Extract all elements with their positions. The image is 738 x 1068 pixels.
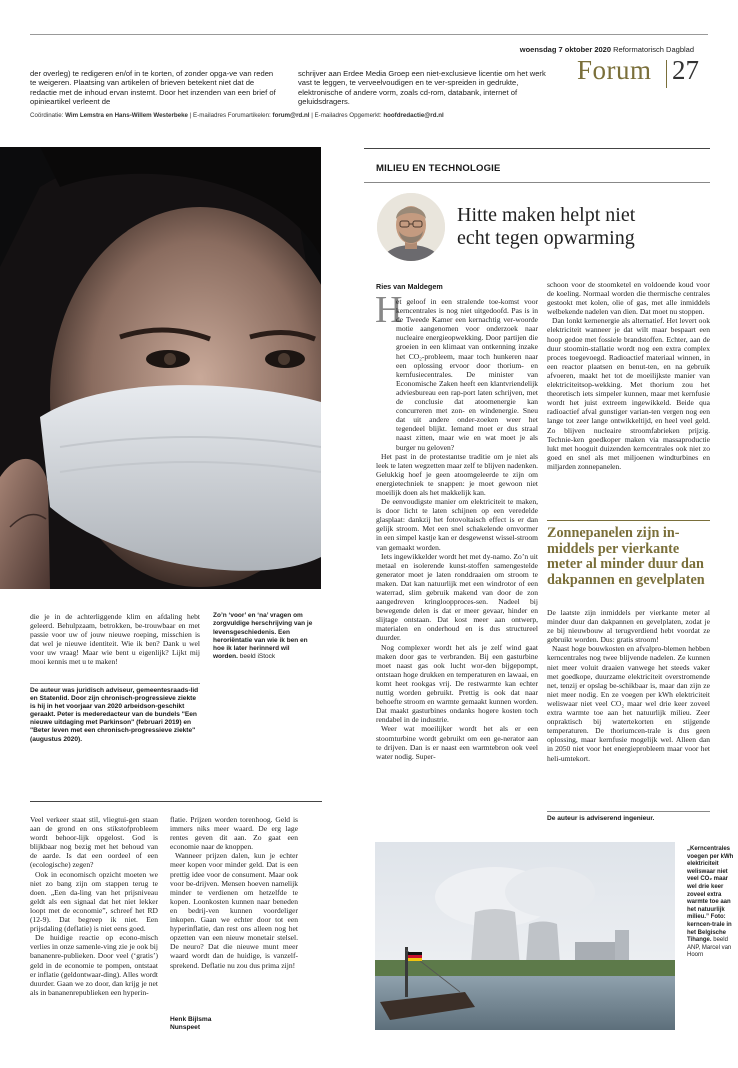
left-author-bio: De auteur was juridisch adviseur, gemeentesraads-lid en Statenlid. Door zijn chronisch-progressieve ziekte is hij in het voorjaar van 2020 arbeidson-geschikt geraakt. Peter is mederedacteur van de bundels "Een nieuwe uitdaging met Parkinson" (februari 2019) en "Beter leven met een chronisch-progressieve ziekte" (augustus 2020). — [30, 687, 199, 743]
photo-caption-left — [213, 612, 313, 662]
drop-cap: H — [375, 289, 403, 331]
right-author-bio: De auteur is adviserend ingenieur. — [547, 815, 655, 822]
letter-section-rule — [30, 801, 322, 802]
paragraph: De huidige reactie op econo-misch verlies in onze samenle-ving zie je ook bij bananenre-publieken. Door veel (‘gratis’) geld in de economie te pompen, ontstaat er inflatie (geldontwaar-ding). Alles wordt duurder. Gaan we zo door, dan krijg je net als in bananenrepublieken een hyperin- — [30, 933, 158, 997]
right-article-top-rule — [364, 148, 710, 149]
right-article-column-1 — [376, 297, 538, 761]
header-date: woensdag 7 oktober 2020 — [519, 45, 612, 54]
right-article-column-2 — [547, 280, 710, 471]
letter-column-2 — [170, 815, 298, 970]
credits-label: Coördinatie: — [30, 112, 64, 119]
paragraph: schoon voor de stoomketel en voldoende koud voor de koeling. Normaal worden die thermische centrales gestookt met kolen, olie of gas, met alle inmiddels welbekende nadelen van dien. Dat moet nu stoppen. — [547, 280, 710, 317]
photo-woman-with-mask — [0, 147, 321, 589]
bio-divider — [30, 683, 200, 684]
caption-credit: beeld iStock — [239, 653, 276, 661]
header-rule — [30, 34, 708, 35]
paragraph: Nog complexer wordt het als je zelf wind gaat maken door gas te verbranden. Bij een gasturbine moet naast gas ook lucht wor-den bijgepompt, ontstaan hoge drukken en temperaturen en lawaai, en komt heet rookgas vrij. De restwarmte kan echter nuttig worden gebruikt. Prettig is ook dat naar behoefte stroom en warmte gemaakt kunnen worden. Dat maakt gasturbines ondanks hogere kosten toch rendabel in de industrie. — [376, 642, 538, 725]
nuclear-plant-illustration — [375, 842, 675, 1030]
article-author: Ries van Maldegem — [376, 282, 443, 291]
pullquote-rule — [547, 520, 710, 521]
letter-signature — [170, 1016, 211, 1032]
author-portrait — [377, 193, 445, 261]
paragraph: Naast hoge bouwkosten en afvalpro-blemen hebben kerncentrales nog twee blijvende nadelen. Ze kunnen niet meer voluit draaien vanwege het steeds vaker met goedkope, duurzame elektriciteit overstromende net, tenzij er opslag be-schikbaar is, maar dan zijn ze niet meer nodig. En ze voegen per kWh elektriciteit weliswaar niet veel CO₂ maar wel drie keer zoveel extra warmte toe aan het natuurlijk milieu. Zeer onpraktisch bij watertekorten en stijgende temperaturen. De thoriumcen-trale is dus geen oplossing, maar kernfusie mogelijk wel. Alleen dan in 2050 niet voor het energieprobleem maar voor het heli-umtekort. — [547, 644, 710, 763]
section-divider — [666, 60, 667, 88]
credits-email-forum[interactable]: forum@rd.nl — [272, 112, 310, 119]
paragraph: Wanneer prijzen dalen, kun je echter meer kopen voor minder geld. Dat is een prettig idee voor de consument. Maar ook voor be-drijven. Mensen hoeven namelijk minder te verdienen om hetzelfde te kopen. Loonkosten kunnen naar beneden en bedrij-ven kunnen voordeliger inkopen. Gaan we echter door tot een hyperinflatie, dan rest ons alleen nog het opzetten van een nieuw monetair stelsel. De neuro? Dat die nieuwe munt meer waard wordt dan de huidige, is vanzelf-sprekend. Deflatie nu zou dus prima zijn! — [170, 851, 298, 970]
photo-caption-plant — [687, 846, 735, 960]
intro-column-2: schrijver aan Erdee Media Groep een niet-exclusieve licentie om het werk vast te leggen, te verveelvoudigen en te ver-spreiden in gedrukte, elektronische of andere vorm, zoals cd-rom, databank, internet of geluidsdragers. — [298, 69, 546, 107]
woman-mask-illustration — [0, 147, 321, 589]
photo-nuclear-plant — [375, 842, 675, 1030]
caption-credit: beeld ANP, Marcel van Hoorn — [687, 937, 732, 959]
left-article-continuation — [30, 612, 200, 667]
letter-author: Henk Bijlsma — [170, 1016, 212, 1023]
pullquote: Zonnepanelen zijn in-middels per vierkante meter al minder duur dan dakpannen en gevelplaten — [547, 525, 705, 589]
letter-place: Nunspeet — [170, 1024, 201, 1032]
paragraph: De laatste zijn inmiddels per vierkante meter al minder duur dan dakpannen en gevelplaten, zodat je ze bij nieuwbouw al terugverdiend hebt voordat ze gebruikt worden. Dus: gratis stroom! — [547, 608, 710, 645]
article-category: MILIEU EN TECHNOLOGIE — [376, 163, 501, 174]
article-headline — [457, 204, 635, 250]
headline-line-1: Hitte maken helpt niet — [457, 204, 636, 226]
paragraph: Veel verkeer staat stil, vliegtui-gen staan aan de grond en ons stikstofprobleem wordt behoor-lijk opgelost. God is blijkbaar nog bezig met het behoud van de aarde. Is dat een oordeel of een (ecologische) zegen? — [30, 815, 158, 870]
headline-line-2: echt tegen opwarming — [457, 227, 635, 249]
intro-column-1: der overleg) te redigeren en/of in te korten, of zonder opga-ve van reden te weigeren. Plaatsing van artikelen of brieven betekent niet dat de redactie met de inhoud ervan instemt. Door het inzenden van een brief of opinieartikel verleent de — [30, 69, 276, 107]
credits-label-email2: | E-mailadres Opgemerkt: — [311, 112, 382, 119]
credits-label-email1: | E-mailadres Forumartikelen: — [189, 112, 271, 119]
paragraph: Iets ingewikkelder wordt het met dy-namo. Zo’n uit metaal en isolerende kunst-stoffen samengestelde generator moet je laten ronddraaien om stroom te maken. Dat kan natuurlijk met een windrotor of een waterrad, slim gebruik makend van door de zon aangedreven kringloopproces-sen. Nadeel bij bewegende delen is dat er meer gevaar, hinder en slijtage ontstaan. Dat kost meer aan ontwerp, materialen en onderhoud en is dus structureel duurder. — [376, 551, 538, 643]
right-article-column-2-continued — [547, 608, 710, 763]
credits-names: Wim Lemstra en Hans-Willem Westerbeke — [65, 112, 188, 119]
caption-text: Zo’n ‘voor’ en ‘na’ vragen om zorgvuldige herschrijving van je levensgeschiedenis. Een heroriëntatie van wie ik ben en hoe ik later herinnerd wil worden. — [213, 612, 313, 661]
paragraph: Dan lonkt kernenergie als alternatief. Het levert ook elektriciteit wanneer je dat wilt maar bespaart een hoop gedoe met fossiele brandstoffen. Echter, aan de duur stoomin-stallatie wordt nog een extra complex proces toegevoegd. Radioactief materiaal winnen, in een reactor plaatsen en benut-ten, en na gebruik afvoeren, maakt het tot de moeilijkste manier van elektriciteitsop-wekking. Met thorium zou het theoretisch iets simpeler kunnen, maar met kernfusie wordt het juist extreem ingewikkeld. Beide qua radioactief afval gunstiger varian-ten vergen nog een lange tot zeer lange ontwikkeltijd, en heel veel geld. Zo blijven nucleaire stroomfabrieken prijzig. Technie-ken goedkoper maken via massaproductie lukt met hooguit duizenden kerncentrales ook niet zo goed en snel als met miljoenen windturbines en miljarden zonnepanelen. — [547, 316, 710, 471]
paragraph: et geloof in een stralende toe-komst voor kerncentrales is nog niet uitgedoofd. Pas is in de Tweede Kamer een kernachtig ver-woorde motie aangenomen voor onderzoek naar nucleaire energieopwekking. Door partijen die groeien in een klimaat van ontkenning inzake het CO₂-probleem, maar toch hunkeren naar een oplossing ervoor door thorium- en kernfusiecentrales. De minister van Economische Zaken heeft een klantvriendelijk adviesbureau een rap-port laten schrijven, met de conclusie dat atoomenergie kan concurreren met zon- en windenergie. Sneu dat uit andere onder-zoeken weer het tegendeel blijkt. Iemand moet er dus straal naast zitten, maar wie en wat moet je als burger nu geloven? — [396, 297, 538, 452]
author-portrait-illustration — [377, 193, 445, 261]
credits-email-editor[interactable]: hoofdredactie@rd.nl — [383, 112, 444, 119]
caption-text: „Kerncentrales voegen per kWh elektriciteit weliswaar niet veel CO₂ maar wel drie keer zoveel extra warmte toe aan het natuurlijk milieu.” Foto: kerncen-trale in het Belgische Tihange. — [687, 846, 734, 944]
paragraph: die je in de achterliggende klim en afdaling hebt geleerd. Behulpzaam, betrokken, be-trouwbaar en met passie voor uw of jouw nieuwe roeping, misschien is dat wel je nieuwe identiteit. Wie ik ben? Dank u wel voor uw vraag! Maar wie bent u eigenlijk? Lijkt mij mooi kennis met u te maken! — [30, 612, 200, 667]
paragraph: Weer wat moeilijker wordt het als er een stoomturbine wordt gebruikt om een ge-nerator aan te drijven. Dan is er naast een warmtebron ook veel water nodig. Super- — [376, 724, 538, 761]
header-paper: Reformatorisch Dagblad — [613, 45, 694, 54]
paragraph: De eenvoudigste manier om elektriciteit te maken, is door licht te laten schijnen op een veredelde glasplaat: dankzij het fotovoltaisch effect is er dan gelijk stroom. Met een snel schakelende omvormer in een simpel kastje kan er desgewenst wissel-stroom van gemaakt worden. — [376, 497, 538, 552]
section-title: Forum — [577, 55, 652, 85]
paragraph: Het past in de protestantse traditie om je niet als leek te laten wegzetten maar zelf te blijven nadenken. Gelukkig hoef je geen atoomgeleerde te zijn om energietechniek te snappen: je moet gewoon niet moeilijk doen als het makkelijk kan. — [376, 451, 538, 497]
paragraph: Ook in economisch opzicht moeten we niet zo bang zijn om stappen terug te doen. „Een da-ling van het prijsniveau geldt als een signaal dat het niet lekker loopt met de economie”, schreef het RD (12-9). Dat begreep ik niet. Een prijsdaling (deflatie) is niet eens goed. — [30, 869, 158, 934]
category-rule — [364, 182, 710, 183]
letter-column-1 — [30, 815, 158, 997]
bio-divider — [547, 811, 710, 812]
page-number: 27 — [672, 55, 699, 85]
credits-line — [30, 112, 444, 119]
header-dateline — [520, 45, 694, 54]
paragraph: flatie. Prijzen worden torenhoog. Geld is immers niks meer waard. De erg lage rentes geven dit aan. Zo gaat een economie naar de knoppen. — [170, 815, 298, 852]
